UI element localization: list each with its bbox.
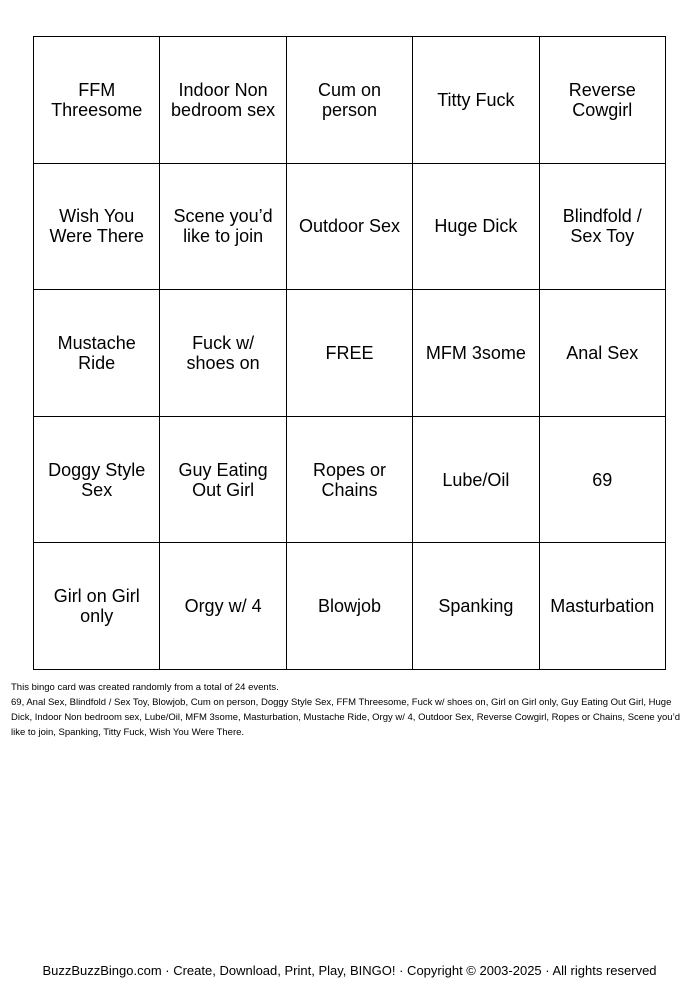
bingo-cell: [539, 416, 665, 543]
bingo-cell-text: Anal Sex: [566, 342, 639, 363]
notes-event-list: 69, Anal Sex, Blindfold / Sex Toy, Blowjob, Cum on person, Doggy Style Sex, FFM Threesome, Fuck w/ shoes on, Girl on Girl only, Guy Eating Out Girl, Huge Dick, Indoor Non bedroom sex, Lube/Oil, MFM 3some, Masturbation, Mustache Ride, Orgy w/ 4, Outdoor Sex, Reverse Cowgirl, Ropes or Chains, Scene you’d like to join, Spanking, Titty Fuck, Wish You Were There.: [11, 697, 680, 738]
bingo-cell: [539, 290, 665, 417]
bingo-cell-text: Orgy w/ 4: [184, 596, 262, 617]
bingo-cell: [286, 163, 412, 290]
bingo-cell: [413, 37, 539, 164]
bingo-cell: [539, 163, 665, 290]
bingo-cell: [286, 543, 412, 670]
bingo-cell-text: Guy Eating Out Girl: [178, 459, 268, 500]
bingo-cell-text: Mustache Ride: [57, 332, 136, 373]
bingo-row: [34, 163, 666, 290]
bingo-cell: [34, 543, 160, 670]
bingo-row: [34, 290, 666, 417]
bingo-cell-text: Wish You Were There: [49, 206, 144, 247]
bingo-cell-text: Masturbation: [550, 596, 655, 617]
bingo-cell: [413, 416, 539, 543]
bingo-cell: [160, 543, 286, 670]
bingo-cell-text: Titty Fuck: [437, 89, 515, 110]
bingo-cell-text: Cum on person: [317, 79, 381, 120]
bingo-cell-text: Huge Dick: [434, 216, 518, 237]
bingo-cell: [34, 416, 160, 543]
bingo-cell: [539, 37, 665, 164]
bingo-cell: [160, 37, 286, 164]
bingo-cell-text: Girl on Girl only: [53, 586, 140, 627]
bingo-cell: [286, 416, 412, 543]
bingo-cell-text: 69: [592, 469, 613, 490]
card-notes: [11, 680, 689, 740]
bingo-cell-text: MFM 3some: [425, 342, 526, 363]
bingo-row: [34, 416, 666, 543]
bingo-cell: [160, 416, 286, 543]
bingo-cell-text: Doggy Style Sex: [48, 459, 146, 500]
bingo-cell-text: Reverse Cowgirl: [568, 79, 636, 120]
bingo-row: [34, 37, 666, 164]
bingo-cell: [34, 37, 160, 164]
bingo-cell-text: Ropes or Chains: [312, 459, 386, 500]
bingo-cell: [160, 290, 286, 417]
bingo-cell-text: Scene you’d like to join: [173, 206, 273, 247]
bingo-cell: [539, 543, 665, 670]
bingo-cell: [160, 163, 286, 290]
bingo-cell: [413, 290, 539, 417]
notes-intro: This bingo card was created randomly from a total of 24 events.: [11, 682, 279, 693]
bingo-cell-text: Spanking: [438, 596, 514, 617]
bingo-cell: [413, 163, 539, 290]
bingo-cell-text: Fuck w/ shoes on: [186, 332, 260, 373]
bingo-cell: [34, 163, 160, 290]
bingo-cell-text: Indoor Non bedroom sex: [171, 79, 276, 120]
bingo-free-cell: [286, 290, 412, 417]
bingo-row: [34, 543, 666, 670]
bingo-cell-text: Blindfold / Sex Toy: [562, 206, 642, 247]
bingo-cell-text: FREE: [325, 342, 374, 363]
bingo-cell-text: FFM Threesome: [51, 79, 143, 120]
bingo-card: [33, 36, 666, 670]
bingo-cell-text: Lube/Oil: [442, 469, 510, 490]
bingo-cell-text: Outdoor Sex: [298, 216, 400, 237]
bingo-cell: [413, 543, 539, 670]
bingo-cell: [286, 37, 412, 164]
bingo-cell: [34, 290, 160, 417]
page-footer: BuzzBuzzBingo.com · Create, Download, Print, Play, BINGO! · Copyright © 2003-2025 · All rights reserved: [42, 963, 657, 978]
bingo-cell-text: Blowjob: [317, 596, 381, 617]
